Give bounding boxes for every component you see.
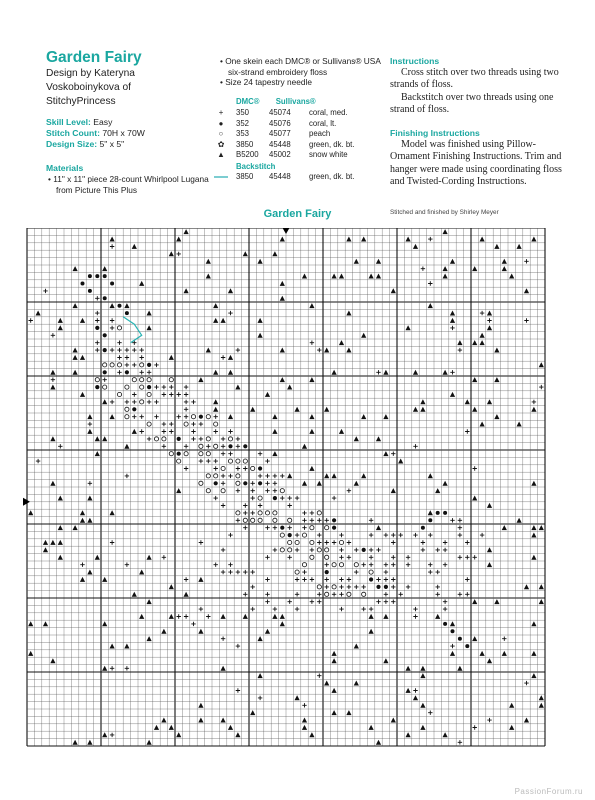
- key-color-name: peach: [309, 129, 331, 138]
- key-symbol: ○: [218, 129, 224, 138]
- key-color-name: snow white: [309, 150, 348, 159]
- designer-line-3: StitchyPrincess: [46, 96, 116, 107]
- supplies-list: [218, 56, 383, 88]
- skill-level: Skill Level: Easy: [46, 117, 113, 127]
- key-color-name: coral, med.: [309, 108, 348, 117]
- key-dmc: 352: [236, 119, 250, 128]
- finishing-text: Model was finished using Pillow-Ornament Finishing Instructions. Trim and hanger were made using coordinating floss and Twisted-Cording Instructions.: [390, 139, 562, 188]
- designer-line-1: Design by Kateryna: [46, 68, 135, 79]
- pattern-title: Garden Fairy: [46, 49, 142, 66]
- key-header: DMC® Sullivans®: [236, 97, 316, 106]
- watermark: PassionForum.ru: [514, 787, 583, 796]
- stitch-count: Stitch Count: 70H x 70W: [46, 128, 145, 138]
- key-sullivans: 45077: [269, 129, 291, 138]
- supply-item: • Size 24 tapestry needle: [220, 77, 312, 87]
- key-sullivans: 45002: [269, 150, 291, 159]
- key-symbol: ▲: [217, 150, 225, 159]
- instructions-text: Cross stitch over two threads using two strands of floss. Backstitch over two threads using one strand of floss.: [390, 67, 559, 116]
- key-color-name: green, dk. bt.: [309, 140, 355, 149]
- key-sullivans: 45076: [269, 119, 291, 128]
- cross-stitch-chart: [23, 228, 573, 780]
- key-sullivans: 45074: [269, 108, 291, 117]
- key-dmc: 353: [236, 129, 250, 138]
- key-color-name: coral, lt.: [309, 119, 337, 128]
- stitcher-credit: Stitched and finished by Shirley Meyer: [390, 209, 499, 216]
- key-symbol: ✿: [217, 140, 225, 149]
- key-dmc: B5200: [236, 150, 259, 159]
- key-symbol: ●: [218, 119, 224, 128]
- materials-heading: Materials: [46, 163, 84, 173]
- backstitch-line-swatch: [214, 176, 228, 178]
- backstitch-path: [123, 317, 142, 343]
- materials-item: • 11" x 11" piece 28-count Whirlpool Lugana from Picture This Plus: [48, 174, 209, 195]
- finishing-heading: Finishing Instructions: [390, 128, 480, 138]
- chart-title: Garden Fairy: [263, 208, 332, 220]
- designer-line-2: Voskoboinykova of: [46, 82, 131, 93]
- key-dmc: 3850: [236, 140, 254, 149]
- instructions-heading: Instructions: [390, 56, 440, 66]
- backstitch-heading: Backstitch: [236, 162, 276, 171]
- key-dmc: 350: [236, 108, 250, 117]
- supply-item: • One skein each DMC® or Sullivans® USA six-strand embroidery floss: [220, 56, 381, 77]
- key-symbol: +: [218, 108, 224, 117]
- key-sullivans: 45448: [269, 140, 291, 149]
- center-marker-top: [282, 228, 290, 234]
- design-size: Design Size: 5" x 5": [46, 139, 125, 149]
